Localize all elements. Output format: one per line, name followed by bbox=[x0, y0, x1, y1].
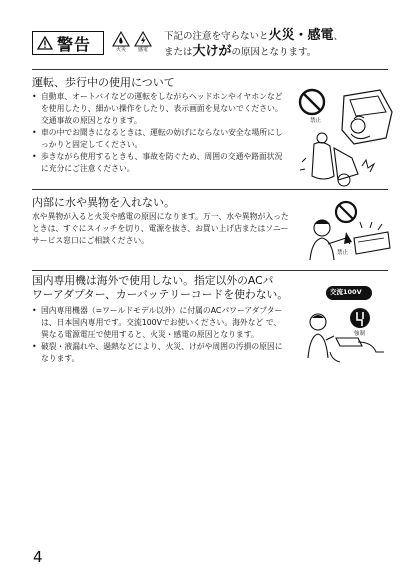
section-driving-bullets bbox=[32, 91, 284, 175]
section-title-line-1: 国内専用機は海外で使用しない。指定以外のACパ bbox=[32, 274, 274, 287]
list-item: • 国内専用機器（=ワールドモデル以外）に付属のACパワーアダプターは、日本国内専用です。交流100Vでお使いください。海外など で、異なる電源電圧で使用すると、火災・感電の原因となります。 bbox=[32, 305, 284, 341]
shock-hazard-symbol bbox=[134, 31, 152, 53]
header-line2-prefix: または bbox=[164, 47, 193, 58]
mandatory-label: 強制 bbox=[354, 331, 366, 337]
fire-icon bbox=[112, 31, 130, 47]
header-warning-text bbox=[164, 28, 394, 60]
fire-hazard-symbol bbox=[112, 31, 130, 53]
header-line2-emphasis: 大けが bbox=[192, 44, 232, 59]
header-line-1 bbox=[164, 28, 394, 44]
section-divider bbox=[32, 69, 388, 70]
section-divider bbox=[32, 189, 388, 190]
section-title-domestic-use bbox=[32, 274, 288, 302]
section-foreign-objects-text: 水や異物が入ると火災や感電の原因になります。万一、水や異物が入ったときは、すぐにスイッチを切り、電源を抜き、お買い上げ店またはソニーサービス窓口にご相談ください。 bbox=[32, 212, 289, 245]
water-prohibited-illustration bbox=[298, 198, 392, 268]
section-divider bbox=[32, 270, 388, 271]
header-line1-emphasis: 火災・感電 bbox=[268, 28, 334, 43]
list-item: • 車の中でお聞きになるときは、運転の妨げにならない安全な場所にしっかりと固定してください。 bbox=[32, 127, 284, 151]
warning-triangle-icon bbox=[37, 36, 53, 50]
fire-caption: 火災 bbox=[115, 47, 126, 53]
driving-prohibited-label: 禁止 bbox=[310, 118, 322, 124]
header-line2-suffix: の原因となります。 bbox=[231, 47, 317, 58]
voltage-label: 交流100V bbox=[330, 288, 362, 296]
warning-title: 警告 bbox=[57, 34, 92, 54]
list-item: • 自動車、オートバイなどの運転をしながらヘッドホンやイヤホンなどを使用したり、細かい操作をしたり、表示画面を見ないでください。交通事故の原因となります。 bbox=[32, 91, 284, 127]
section-title-foreign-objects: 内部に水や異物を入れない。 bbox=[32, 196, 175, 209]
header-line1-prefix: 下記の注意を守らないと bbox=[164, 31, 269, 42]
water-prohibited-label: 禁止 bbox=[337, 250, 349, 256]
electric-shock-icon bbox=[134, 31, 152, 47]
section-title-line-2: ワーアダプター、カーバッテリーコードを使わない。 bbox=[32, 288, 289, 301]
driving-prohibited-illustration bbox=[294, 84, 394, 188]
page-number: 4 bbox=[33, 548, 43, 566]
header-line1-suffix: 、 bbox=[333, 31, 344, 42]
header-line-2 bbox=[164, 44, 394, 60]
section-title-driving: 運転、歩行中の使用について bbox=[32, 76, 175, 89]
section-domestic-bullets bbox=[32, 305, 284, 365]
list-item: • 破裂・液漏れや、過熱などにより、火災、けがや周囲の汚損の原因になります。 bbox=[32, 341, 284, 365]
warning-label-box bbox=[32, 31, 104, 55]
shock-caption: 感電 bbox=[137, 47, 148, 53]
mandatory-action-icon bbox=[350, 308, 370, 328]
list-item: • 歩きながら使用するときも、事故を防ぐため、周囲の交通や路面状況に充分にご注意ください。 bbox=[32, 151, 284, 175]
